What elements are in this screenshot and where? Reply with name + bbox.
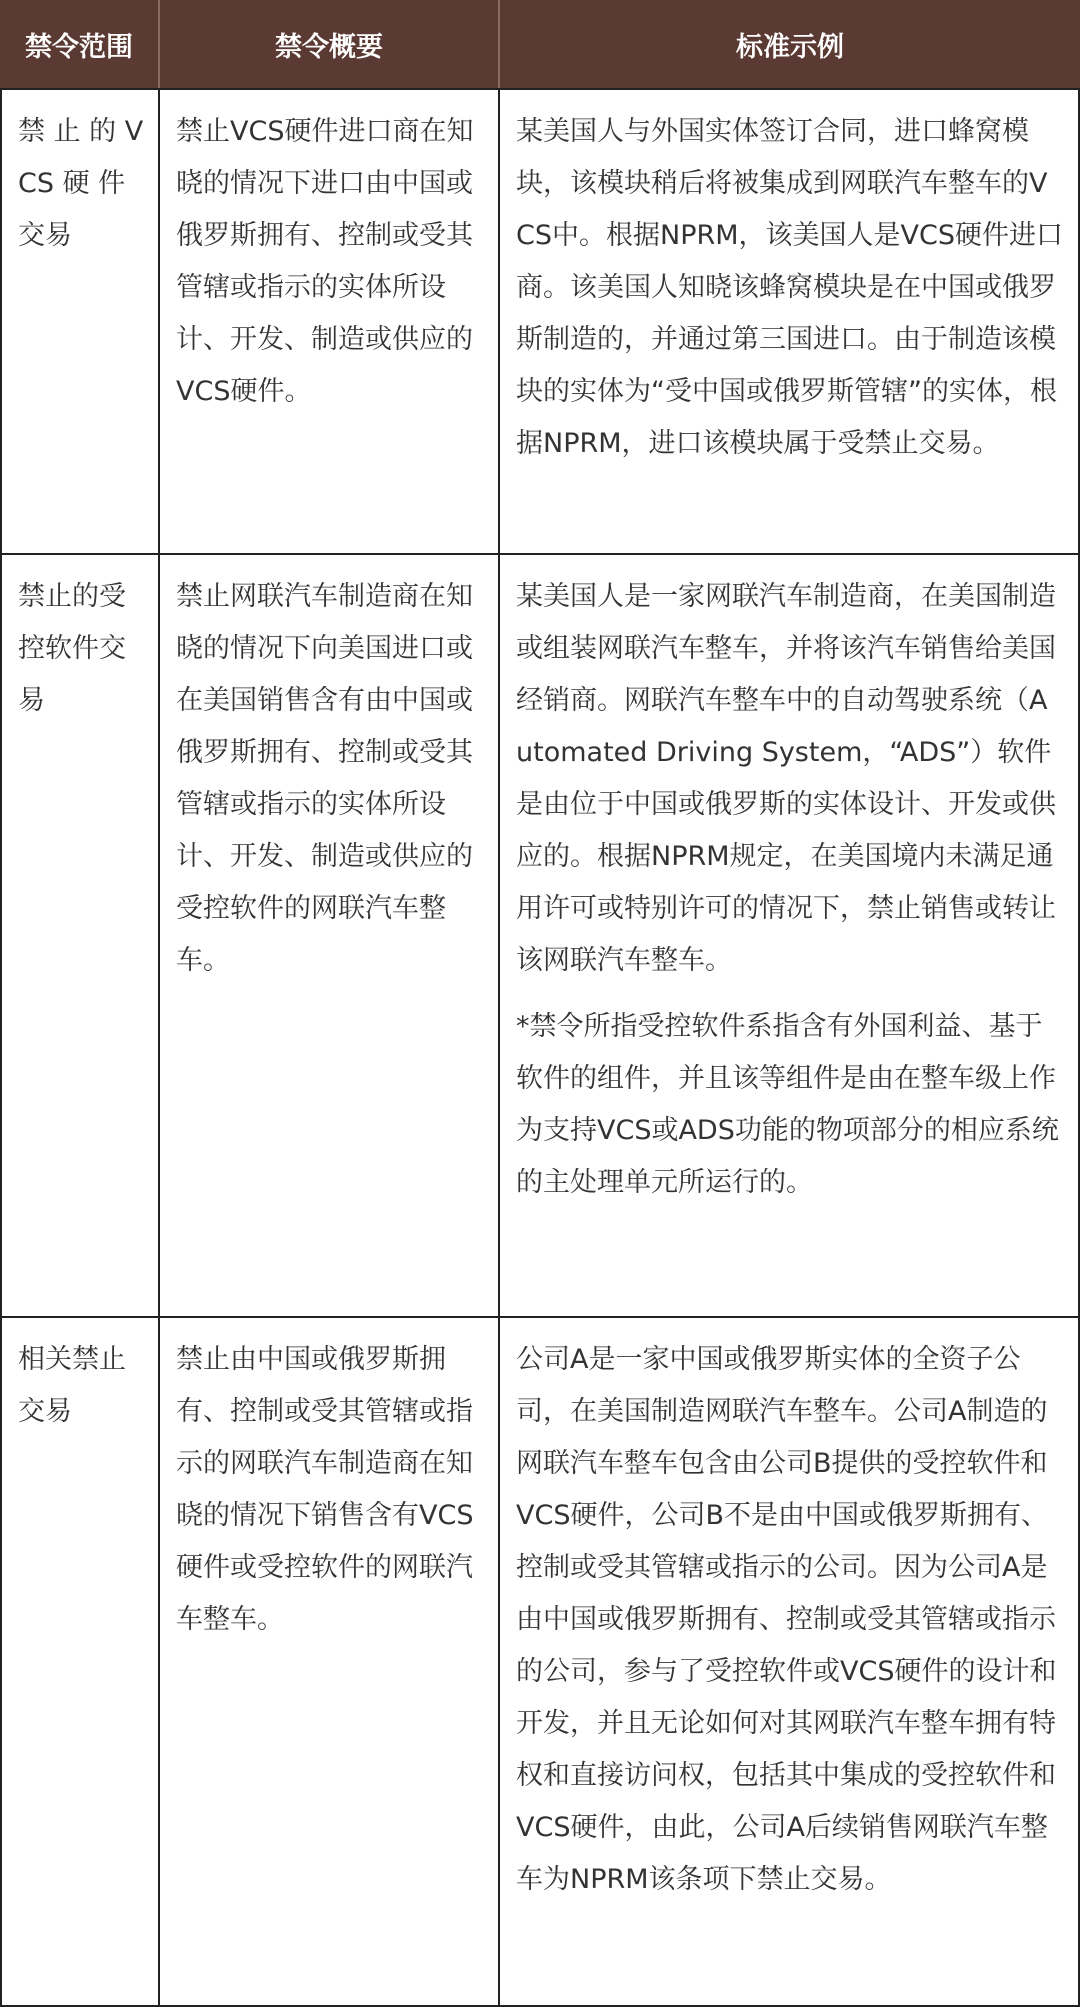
row-example: 某美国人是一家网联汽车制造商，在美国制造或组装网联汽车整车，并将该汽车销售给美国经销商。网联汽车整车中的自动驾驶系统（Automated Driving System，“ADS”）软件是由位于中国或俄罗斯的实体设计、开发或供应的。根据NPRM规定，在美国境内未满足通用许可或特别许可的情况下，禁止销售或转让该网联汽车整车。 [516,581,1056,976]
row-example: 公司A是一家中国或俄罗斯实体的全资子公司，在美国制造网联汽车整车。公司A制造的网联汽车整车包含由公司B提供的受控软件和VCS硬件，公司B不是由中国或俄罗斯拥有、控制或受其管辖或指示的公司。因为公司A是由中国或俄罗斯拥有、控制或受其管辖或指示的公司，参与了受控软件或VCS硬件的设计和开发，并且无论如何对其网联汽车整车拥有特权和直接访问权，包括其中集成的受控软件和VCS硬件，由此，公司A后续销售网联汽车整车为NPRM该条项下禁止交易。 [500,1318,1080,2005]
row-scope: 相关禁止交易 [0,1318,160,2005]
row-example-cell [500,555,1080,1316]
table-header [0,0,1080,90]
row-scope: 禁 止 的 VCS 硬 件交易 [0,90,160,553]
header-scope: 禁令范围 [0,0,160,88]
table-row [0,90,1080,555]
row-scope: 禁止的受控软件交易 [0,555,160,1316]
row-example: 某美国人与外国实体签订合同，进口蜂窝模块，该模块稍后将被集成到网联汽车整车的VCS中。根据NPRM，该美国人是VCS硬件进口商。该美国人知晓该蜂窝模块是在中国或俄罗斯制造的，并通过第三国进口。由于制造该模块的实体为“受中国或俄罗斯管辖”的实体，根据NPRM，进口该模块属于受禁止交易。 [500,90,1080,553]
row-summary: 禁止VCS硬件进口商在知晓的情况下进口由中国或俄罗斯拥有、控制或受其管辖或指示的实体所设计、开发、制造或供应的VCS硬件。 [160,90,500,553]
row-summary: 禁止网联汽车制造商在知晓的情况下向美国进口或在美国销售含有由中国或俄罗斯拥有、控制或受其管辖或指示的实体所设计、开发、制造或供应的受控软件的网联汽车整车。 [160,555,500,1316]
table-row [0,555,1080,1318]
row-footnote: *禁令所指受控软件系指含有外国利益、基于软件的组件，并且该等组件是由在整车级上作为支持VCS或ADS功能的物项部分的相应系统的主处理单元所运行的。 [516,1011,1059,1198]
header-summary: 禁令概要 [160,0,500,88]
table-row [0,1318,1080,2007]
row-summary: 禁止由中国或俄罗斯拥有、控制或受其管辖或指示的网联汽车制造商在知晓的情况下销售含有VCS硬件或受控软件的网联汽车整车。 [160,1318,500,2005]
header-example: 标准示例 [736,31,844,63]
